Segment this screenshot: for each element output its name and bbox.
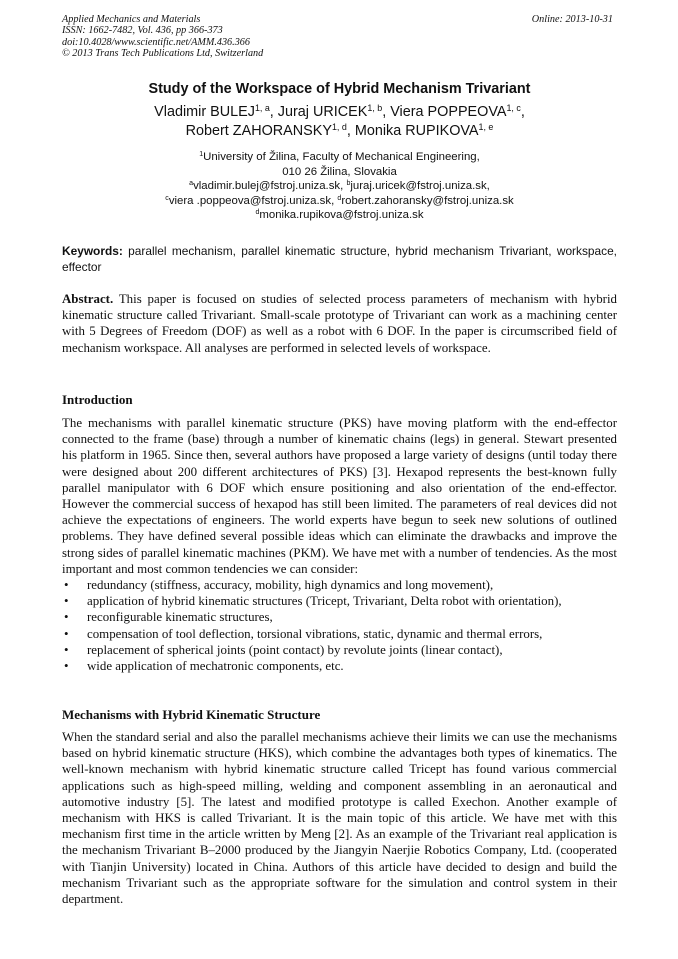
email-address: viera .poppeova@fstroj.uniza.sk (168, 194, 332, 207)
list-item: • redundancy (stiffness, accuracy, mobility, high dynamics and long movement), (62, 577, 617, 593)
keywords-text: parallel mechanism, parallel kinematic structure, hybrid mechanism Trivariant, workspace, effector (62, 244, 617, 274)
journal-header (62, 14, 617, 59)
author-name: Viera POPPEOVA (390, 104, 507, 120)
tendency-list (62, 577, 617, 674)
abstract-text: This paper is focused on studies of selected process parameters of mechanism with hybrid kinematic structure called Trivariant. Small-scale prototype of Trivariant can work as a machining center with 5 Degrees of Freedom (DOF) as well as a robot with 6 DOF. In the paper is circumscribed field of mechanism workspace. All analyses are performed in selected levels of workspace. (62, 292, 617, 355)
affiliation-line-2: 010 26 Žilina, Slovakia (282, 165, 397, 178)
list-item: • reconfigurable kinematic structures, (62, 609, 617, 625)
email-address: robert.zahoransky@fstroj.uniza.sk (341, 194, 514, 207)
paper-title: Study of the Workspace of Hybrid Mechanism Trivariant (148, 81, 531, 97)
author-line-2: Robert ZAHORANSKY$^{1, d}$, Monika RUPIKOVA$^{1, e}$ (185, 122, 494, 139)
keywords-block (62, 243, 617, 275)
mechanisms-paragraph: When the standard serial and also the parallel mechanisms achieve their limits we can use the mechanisms based on hybrid kinematic structure (HKS), which combine the advantages both types of kinematics. The well-known mechanism with hybrid kinematic structure called Tricept has found various commercial applications such as high-speed milling, welding and component assembling in an aeronautical and automotive industry [5]. The latest and modified prototype is called Exechon. Another example of mechanism with HKS is called Trivariant. It is the main topic of this article. We have met with this mechanism first time in the article written by Meng [2]. As an example of the Trivariant real application is the mechanism Trivariant B–2000 produced by the Jiangyin Naerjie Robotics Company, Ltd. (cooperated with Tianjin University) located in China. Authors of this article have decided to design and build the mechanism Trivariant such as the appropriate software for the simulation and control system in their department. (62, 730, 617, 907)
abstract-block (62, 291, 617, 356)
affiliation-line-1: $^1$University of Žilina, Faculty of Mechanical Engineering, (199, 151, 480, 163)
email-address: monika.rupikova@fstroj.uniza.sk (259, 209, 424, 222)
introduction-paragraph: The mechanisms with parallel kinematic structure (PKS) have moving platform with the end-effector connected to the frame (base) through a number of kinematic chains (legs) in general. Stewart presented his platform in 1965. Since then, several authors have proposed a large variety of designs (until today there were designed about 200 different architectures of PKS) [3]. Hexapod represents the best-known fully parallel manipulator with 6 DOF which ensure positioning and also orientation of the end-effector. However the commercial success of hexapod has still been limited. The parameters of real devices did not achieve the expectations of engineers. The world experts have begun to seek new solutions of outlined problems. They have defined several possible ideas which can eliminate the drawbacks and improve the strong sides of parallel kinematic machines (PKM). We have met with a number of tendencies. As the most important and most common tendencies we can consider: (62, 416, 617, 576)
author-list (62, 103, 617, 141)
author-name: Juraj URICEK (277, 104, 368, 120)
list-item: • wide application of mechatronic components, etc. (62, 658, 617, 674)
author-name: Robert ZAHORANSKY (185, 123, 332, 139)
copyright-line: © 2013 Trans Tech Publications Ltd, Switzerland (62, 47, 264, 59)
keywords-label: Keywords: (62, 244, 123, 258)
introduction-heading: Introduction (62, 392, 133, 407)
author-sup: 1, c (506, 103, 521, 114)
journal-name: Applied Mechanics and Materials (62, 14, 201, 25)
email-line-2: $^c$viera .poppeova@fstroj.uniza.sk, $^d$robert.zahoransky@fstroj.uniza.sk (165, 194, 514, 207)
issn-line: ISSN: 1662-7482, Vol. 436, pp 366-373 (62, 25, 223, 37)
introduction-section (62, 415, 617, 674)
abstract-label: Abstract. (62, 292, 114, 306)
list-item: • compensation of tool deflection, torsional vibrations, static, dynamic and thermal errors, (62, 626, 617, 642)
email-address: juraj.uricek@fstroj.uniza.sk (350, 180, 487, 193)
list-item: • replacement of spherical joints (point contact) by revolute joints (linear contact), (62, 642, 617, 658)
list-item: • application of hybrid kinematic structures (Tricept, Trivariant, Delta robot with orientation), (62, 593, 617, 609)
affiliation-block (62, 150, 617, 223)
email-address: vladimir.bulej@fstroj.uniza.sk (193, 180, 341, 193)
mechanisms-section (62, 729, 617, 907)
doi-line: doi:10.4028/www.scientific.net/AMM.436.366 (62, 36, 250, 48)
author-name: Vladimir BULEJ (154, 104, 255, 120)
author-sup: 1, e (478, 122, 494, 133)
author-sup: 1, d (331, 122, 347, 133)
email-line-3: $^d$monika.rupikova@fstroj.uniza.sk (255, 209, 424, 222)
author-line-1: Vladimir BULEJ$^{1, a}$, Juraj URICEK$^{1, b}$, Viera POPPEOVA$^{1, c}$, (154, 103, 525, 120)
mechanisms-heading: Mechanisms with Hybrid Kinematic Structure (62, 707, 321, 722)
email-line-1: $^a$vladimir.bulej@fstroj.uniza.sk, $^b$juraj.uricek@fstroj.uniza.sk, (189, 180, 490, 193)
online-date: Online: 2013-10-31 (531, 14, 613, 25)
author-name: Monika RUPIKOVA (354, 123, 479, 139)
author-sup: 1, b (367, 103, 383, 114)
author-sup: 1, a (254, 103, 270, 114)
